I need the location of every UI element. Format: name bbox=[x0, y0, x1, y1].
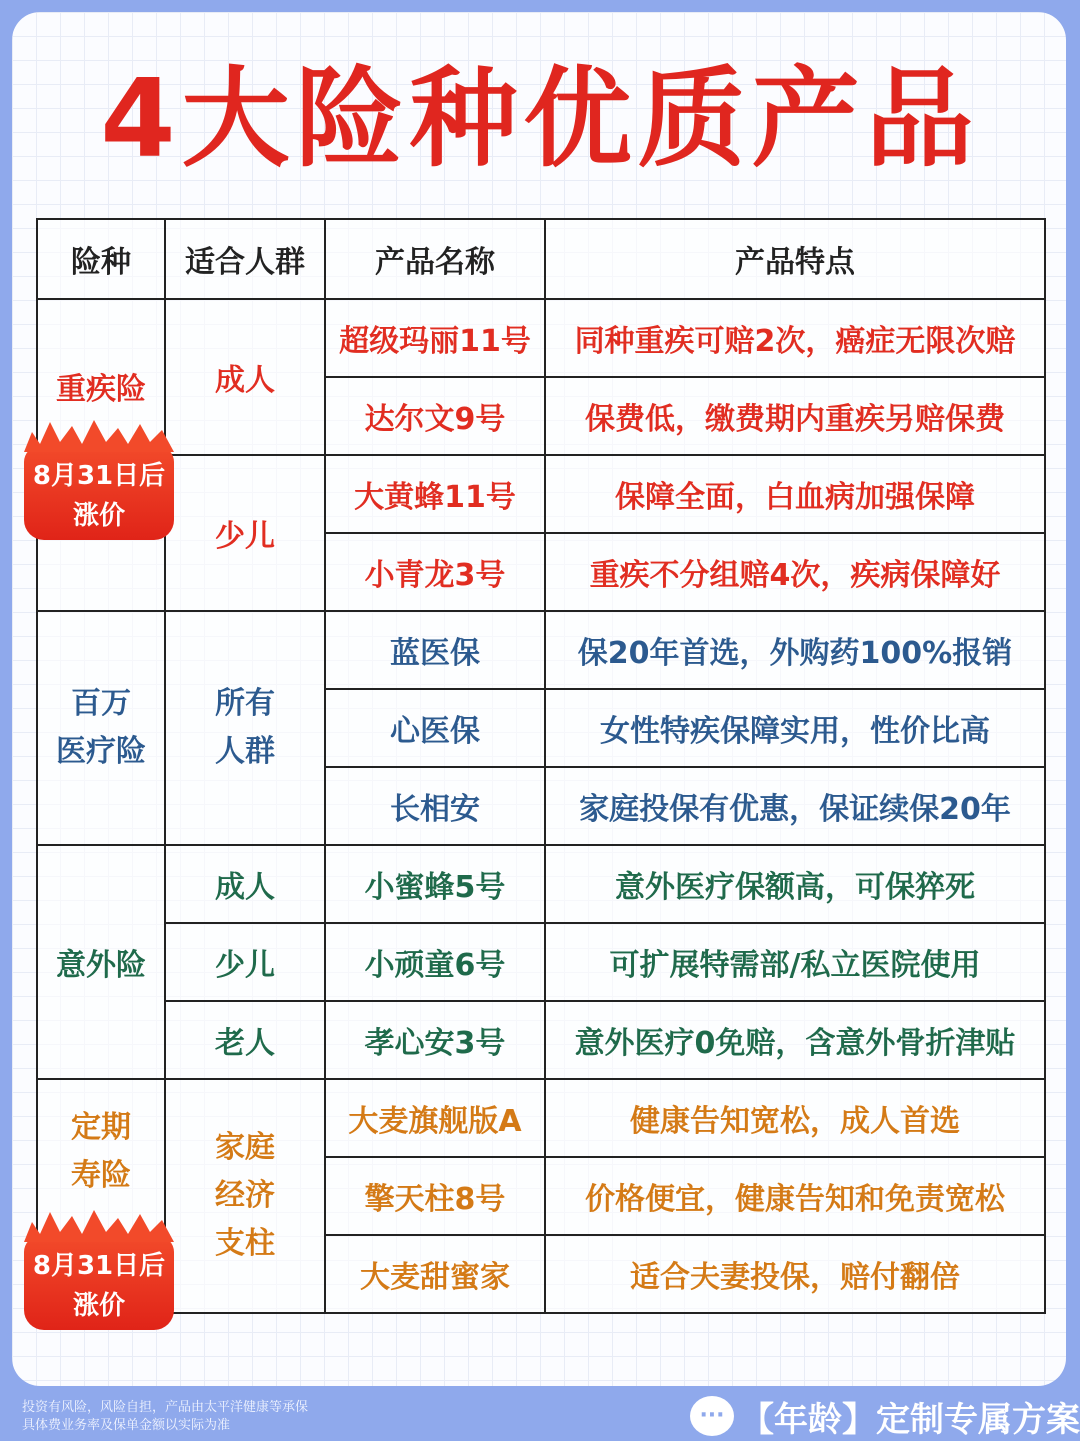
product-name: 心医保 bbox=[325, 689, 545, 767]
table-row bbox=[37, 845, 1045, 923]
product-feature: 保20年首选，外购药100%报销 bbox=[545, 611, 1045, 689]
table-row bbox=[37, 611, 1045, 689]
group-adult: 成人 bbox=[165, 845, 325, 923]
product-table bbox=[36, 218, 1046, 1314]
flame-icon bbox=[24, 1208, 174, 1242]
product-name: 小顽童6号 bbox=[325, 923, 545, 1001]
custom-plan-cta[interactable] bbox=[690, 1392, 1080, 1440]
product-name: 达尔文9号 bbox=[325, 377, 545, 455]
product-name: 孝心安3号 bbox=[325, 1001, 545, 1079]
product-feature: 意外医疗保额高，可保猝死 bbox=[545, 845, 1045, 923]
badge-text: 涨价 bbox=[72, 501, 125, 531]
disclaimer-line1: 投资有风险，风险自担，产品由太平洋健康等承保 bbox=[22, 1400, 309, 1415]
category-medical bbox=[37, 611, 165, 845]
product-name: 大麦甜蜜家 bbox=[325, 1235, 545, 1313]
group-adult: 成人 bbox=[165, 299, 325, 455]
product-feature: 保障全面，白血病加强保障 bbox=[545, 455, 1045, 533]
group-all bbox=[165, 611, 325, 845]
header-type: 险种 bbox=[37, 219, 165, 299]
header-product: 产品名称 bbox=[325, 219, 545, 299]
category-label-line2: 寿险 bbox=[71, 1158, 131, 1193]
group-label-line3: 支柱 bbox=[215, 1226, 275, 1261]
badge-text: 涨价 bbox=[72, 1291, 125, 1321]
product-name: 长相安 bbox=[325, 767, 545, 845]
chat-bubble-icon: ··· bbox=[690, 1396, 734, 1436]
group-family-pillar bbox=[165, 1079, 325, 1313]
product-name: 擎天柱8号 bbox=[325, 1157, 545, 1235]
group-label-line2: 经济 bbox=[215, 1178, 275, 1213]
product-feature: 家庭投保有优惠，保证续保20年 bbox=[545, 767, 1045, 845]
flame-icon bbox=[24, 418, 174, 452]
product-feature: 重疾不分组赔4次，疾病保障好 bbox=[545, 533, 1045, 611]
category-label-line1: 定期 bbox=[71, 1110, 131, 1145]
table-header-row bbox=[37, 219, 1045, 299]
product-feature: 意外医疗0免赔，含意外骨折津贴 bbox=[545, 1001, 1045, 1079]
product-feature: 女性特疾保障实用，性价比高 bbox=[545, 689, 1045, 767]
group-label-line1: 所有 bbox=[215, 686, 275, 721]
group-child: 少儿 bbox=[165, 923, 325, 1001]
price-rise-badge bbox=[24, 1236, 174, 1330]
product-feature: 同种重疾可赔2次，癌症无限次赔 bbox=[545, 299, 1045, 377]
header-feature: 产品特点 bbox=[545, 219, 1045, 299]
table-row bbox=[37, 299, 1045, 377]
product-name: 大麦旗舰版A bbox=[325, 1079, 545, 1157]
product-feature: 保费低，缴费期内重疾另赔保费 bbox=[545, 377, 1045, 455]
table-row bbox=[37, 1079, 1045, 1157]
group-child: 少儿 bbox=[165, 455, 325, 611]
disclaimer bbox=[22, 1399, 308, 1435]
category-label: 重疾险 bbox=[56, 372, 146, 407]
category-label-line1: 百万 bbox=[71, 686, 131, 721]
disclaimer-line2: 具体费业务率及保单金额以实际为准 bbox=[22, 1418, 231, 1433]
badge-date: 8月31日后 bbox=[32, 461, 166, 491]
category-accident: 意外险 bbox=[37, 845, 165, 1079]
badge-date: 8月31日后 bbox=[32, 1251, 166, 1281]
product-feature: 健康告知宽松，成人首选 bbox=[545, 1079, 1045, 1157]
group-label-line1: 家庭 bbox=[215, 1130, 275, 1165]
table-row bbox=[37, 923, 1045, 1001]
group-label-line2: 人群 bbox=[215, 734, 275, 769]
header-group: 适合人群 bbox=[165, 219, 325, 299]
product-name: 大黄蜂11号 bbox=[325, 455, 545, 533]
cta-label: 【年龄】定制专属方案 bbox=[740, 1399, 1080, 1440]
category-label-line2: 医疗险 bbox=[56, 734, 146, 769]
table-row bbox=[37, 1001, 1045, 1079]
product-feature: 适合夫妻投保，赔付翻倍 bbox=[545, 1235, 1045, 1313]
group-elder: 老人 bbox=[165, 1001, 325, 1079]
page-title: 4大险种优质产品 bbox=[100, 57, 980, 182]
product-feature: 可扩展特需部/私立医院使用 bbox=[545, 923, 1045, 1001]
table-row bbox=[37, 455, 1045, 533]
product-name: 超级玛丽11号 bbox=[325, 299, 545, 377]
product-name: 小青龙3号 bbox=[325, 533, 545, 611]
product-name: 蓝医保 bbox=[325, 611, 545, 689]
product-name: 小蜜蜂5号 bbox=[325, 845, 545, 923]
price-rise-badge bbox=[24, 446, 174, 540]
product-feature: 价格便宜，健康告知和免责宽松 bbox=[545, 1157, 1045, 1235]
